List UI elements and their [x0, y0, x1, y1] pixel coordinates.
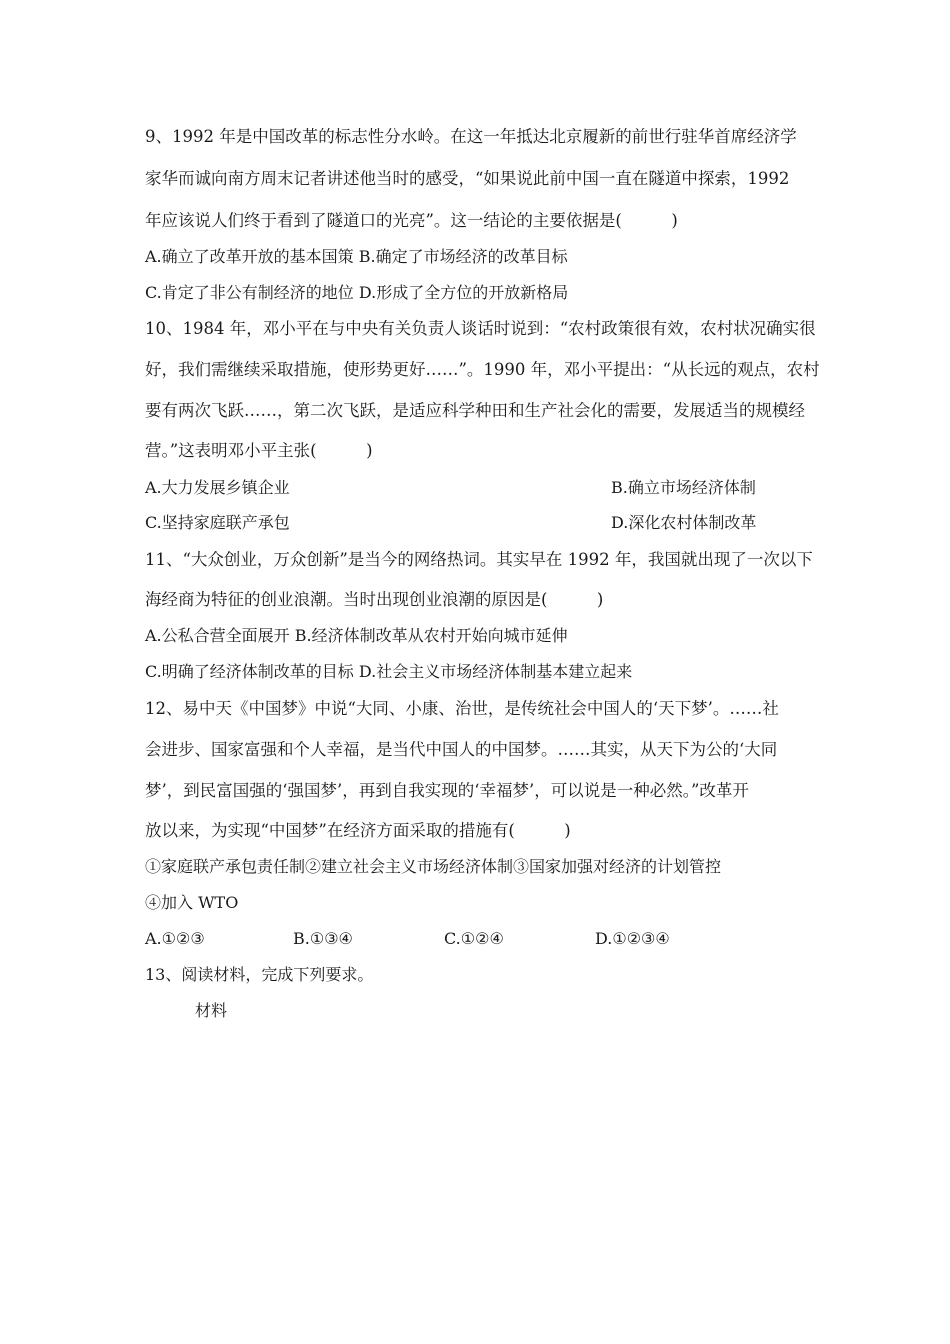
q13-material-label: 材料 — [195, 1001, 228, 1020]
q9-options-cd: C.肯定了非公有制经济的地位 D.形成了全方位的开放新格局 — [145, 283, 569, 302]
q12-option-a: A.①②③ — [145, 929, 205, 948]
q11-options-ab: A.公私合营全面展开 B.经济体制改革从农村开始向城市延伸 — [145, 626, 568, 645]
q9-stem-line-3: 年应该说人们终于看到了隧道口的光亮”。这一结论的主要依据是( ) — [145, 211, 678, 230]
q9-options-ab: A.确立了改革开放的基本国策 B.确定了市场经济的改革目标 — [145, 247, 568, 266]
q12-stem-line-2: 会进步、国家富强和个人幸福，是当代中国人的中国梦。……其实，从天下为公的‘大同 — [145, 740, 778, 759]
q12-option-d: D.①②③④ — [595, 929, 670, 948]
q10-stem-line-3: 要有两次飞跃……，第二次飞跃，是适应科学种田和生产社会化的需要，发展适当的规模经 — [145, 401, 805, 420]
q10-option-c: C.坚持家庭联产承包 — [145, 513, 290, 532]
q12-option-c: C.①②④ — [444, 929, 504, 948]
q10-stem-line-2: 好，我们需继续采取措施，使形势更好……”。1990 年，邓小平提出：“从长远的观点，农村 — [145, 360, 820, 379]
q12-stem-line-4: 放以来，为实现“中国梦”在经济方面采取的措施有( ) — [145, 821, 571, 840]
q11-stem-line-1: 11、“大众创业，万众创新”是当今的网络热词。其实早在 1992 年，我国就出现了一次以下 — [145, 550, 813, 569]
q9-stem-line-1: 9、1992 年是中国改革的标志性分水岭。在这一年抵达北京履新的前世行驻华首席经济学 — [145, 127, 797, 146]
q10-option-d: D.深化农村体制改革 — [611, 513, 757, 532]
q12-stem-line-1: 12、易中天《中国梦》中说“大同、小康、治世，是传统社会中国人的‘天下梦’。……社 — [145, 699, 779, 718]
q12-stem-line-3: 梦’，到民富国强的‘强国梦’，再到自我实现的‘幸福梦’，可以说是一种必然。”改革开 — [145, 781, 749, 800]
q11-stem-line-2: 海经商为特征的创业浪潮。当时出现创业浪潮的原因是( ) — [145, 590, 604, 609]
q12-item-line-1: ①家庭联产承包责任制②建立社会主义市场经济体制③国家加强对经济的计划管控 — [145, 857, 722, 876]
q13-stem: 13、阅读材料，完成下列要求。 — [145, 965, 374, 984]
q12-item-line-2: ④加入 WTO — [145, 893, 239, 912]
q10-option-a: A.大力发展乡镇企业 — [145, 478, 290, 497]
q10-stem-line-1: 10、1984 年，邓小平在与中央有关负责人谈话时说到：“农村政策很有效，农村状况确实很 — [145, 319, 816, 338]
q9-stem-line-2: 家华而诚向南方周末记者讲述他当时的感受，“如果说此前中国一直在隧道中探索，1992 — [145, 169, 790, 188]
q10-stem-line-4: 营。”这表明邓小平主张( ) — [145, 441, 373, 460]
q11-options-cd: C.明确了经济体制改革的目标 D.社会主义市场经济体制基本建立起来 — [145, 662, 633, 681]
q10-option-b: B.确立市场经济体制 — [611, 478, 756, 497]
q12-option-b: B.①③④ — [293, 929, 353, 948]
